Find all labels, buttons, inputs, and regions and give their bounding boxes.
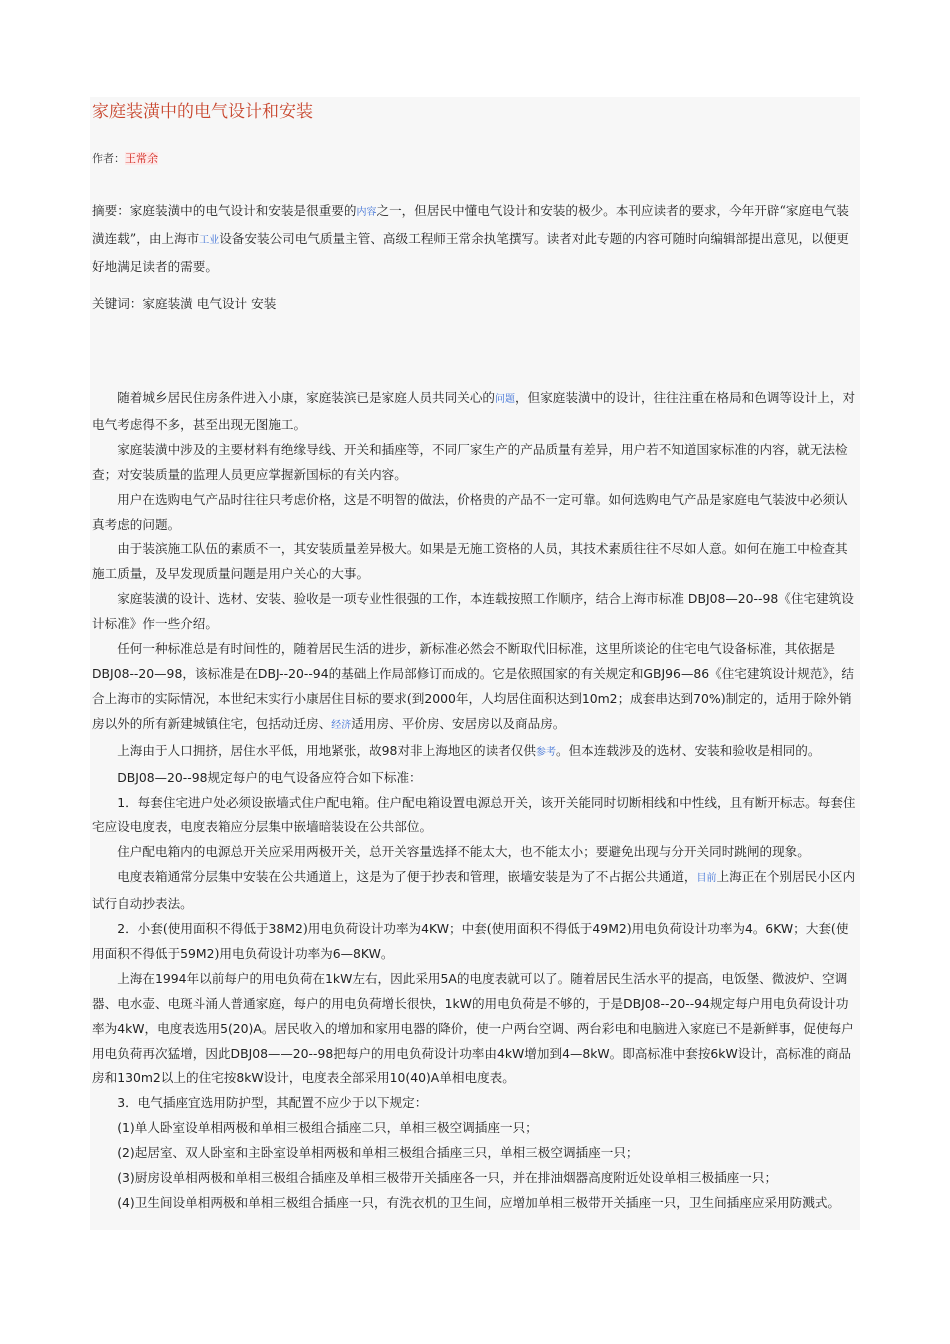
paragraph: (1)单人卧室设单相两极和单相三极组合插座二只，单相三极空调插座一只； xyxy=(117,1120,538,1136)
paragraph: 用户在选购电气产品时往往只考虑价格，这是不明智的做法，价格贵的产品不一定可靠。如何选购电气产品是家庭电气装波中必须认真考虑的问题。 xyxy=(92,491,848,532)
paragraph: 家庭装潢中涉及的主要材料有绝缘导线、开关和插座等，不同厂家生产的产品质量有差异，用户若不知道国家标准的内容，就无法检查；对安装质量的监理人员更应掌握新国标的有关内容。 xyxy=(92,441,848,482)
paragraph: (4)卫生间设单相两极和单相三极组合插座一只，有洗衣机的卫生间，应增加单相三极带开关插座一只，卫生间插座应采用防溅式。 xyxy=(117,1195,840,1210)
paragraph: 住户配电箱内的电源总开关应采用两极开关，总开关容量选择不能太大，也不能太小；要避免出现与分开关同时跳闸的现象。 xyxy=(117,844,810,860)
article-body xyxy=(92,386,860,1216)
paragraph: 1．每套住宅进户处必须设嵌墙式住户配电箱。住户配电箱设置电源总开关，该开关能同时切断相线和中性线，且有断开标志。每套住宅应设电度表，电度表箱应分层集中嵌墙暗装设在公共部位。 xyxy=(92,794,856,835)
paragraph: 随着城乡居民住房条件进入小康，家庭装滨已是家庭人员共同关心的问题，但家庭装潢中的设计，往往注重在格局和色调等设计上，对电气考虑得不多，甚至出现无图施工。 xyxy=(92,390,856,432)
author-line xyxy=(92,151,158,167)
paragraph: 上海在1994年以前每户的用电负荷在1kW左右，因此采用5A的电度表就可以了。随着居民生活水平的提高，电饭堡、微波炉、空调器、电水壶、电斑斗涌人普通家庭，每户的用电负荷增长很快，1kW的用电负荷是不够的，于是DBJ08--20--94规定每户用电负荷设计功率为4kW，电度表选用5(20)A。居民收入的增加和家用电器的降价，使一户两台空调、两台彩电和电脑进入家庭已不是新鲜事，促使每户用电负荷再次猛增，因此DBJ08——20--98把每户的用电负荷设计功率由4kW增加到4—8kW。即高标准中套按6kW设计，高标准的商品房和130m2以上的住宅按8kW设计，电度表全部采用10(40)A单相电度表。 xyxy=(92,970,854,1086)
paragraph: 由于装滨施工队伍的素质不一，其安装质量差异极大。如果是无施工资格的人员，其技术素质往往不尽如人意。如何在施工中检查其施工质量，及早发现质量问题是用户关心的大事。 xyxy=(92,541,848,582)
inline-link[interactable]: 问题 xyxy=(495,394,515,405)
paragraph: 任何一种标准总是有时间性的，随着居民生活的进步，新标准必然会不断取代旧标准，这里所谈论的住宅电气设备标准，其依据是 DBJ08--20—98，该标准是在DBJ--20--94的基础上作局部修订而成的。它是依照国家的有关规定和GBJ96—86《住宅建筑设计规范》，结合上海市的实际情况，本世纪末实行小康居住目标的要求(到2000年，人均居住面积达到10m2；成套串达到70%)制定的，适用于除外销房以外的所有新建城镇住宅，包括动迁房、经济适用房、平价房、安居房以及商品房。 xyxy=(92,641,854,731)
inline-link[interactable]: 工业 xyxy=(199,235,220,246)
abstract-text: 之一，但居民中懂电气设计和安装的极少。本刊应读者的要求，今年开辟“家庭电气装潢连载”，由上海市 xyxy=(92,203,849,246)
paragraph: 上海由于人口拥挤，居住水平低，用地紧张，故98对非上海地区的读者仅供参考。但本连载涉及的选材、安装和验收是相同的。 xyxy=(117,742,821,758)
abstract-text: 摘要：家庭装潢中的电气设计和安装是很重要的 xyxy=(92,203,357,218)
article-title: 家庭装潢中的电气设计和安装 xyxy=(92,102,313,122)
inline-link[interactable]: 内容 xyxy=(356,207,377,218)
inline-link[interactable]: 参考 xyxy=(535,746,556,758)
paragraph: 电度表箱通常分层集中安装在公共通道上，这是为了便于抄表和管理，嵌墙安装是为了不占据公共通道，目前上海正在个别居民小区内试行自动抄表法。 xyxy=(92,869,856,912)
paragraph: (2)起居室、双人卧室和主卧室设单相两极和单相三极组合插座三只，单相三极空调插座一只； xyxy=(117,1145,639,1161)
paragraph: (3)厨房设单相两极和单相三极组合插座及单相三极带开关插座各一只，并在排油烟器高度附近处设单相三极插座一只； xyxy=(117,1170,778,1186)
paragraph: 家庭装潢的设计、选材、安装、验收是一项专业性很强的工作，本连载按照工作顺序，结合上海市标准 DBJ08—20--98《住宅建筑设计标准》作一些介绍。 xyxy=(92,591,854,632)
author-label: 作者： xyxy=(92,152,125,165)
author-name[interactable]: 王常余 xyxy=(125,152,158,165)
abstract xyxy=(92,198,860,280)
inline-link[interactable]: 目前 xyxy=(696,873,717,885)
paragraph: 2．小套(使用面积不得低于38M2)用电负荷设计功率为4KW；中套(使用面积不得低于49M2)用电负荷设计功率为4。6KW；大套(使用面积不得低于59M2)用电负荷设计功率为6—8KW。 xyxy=(92,921,849,961)
paragraph: 3．电气插座宜选用防护型，其配置不应少于以下规定： xyxy=(117,1095,428,1111)
inline-link[interactable]: 经济 xyxy=(331,719,352,731)
keywords: 关键词：家庭装潢 电气设计 安装 xyxy=(92,296,277,311)
paragraph: DBJ08—20--98规定每户的电气设备应符合如下标准： xyxy=(117,769,422,785)
abstract-text: 设备安装公司电气质量主管、高级工程师王常余执笔撰写。读者对此专题的内容可随时向编辑部提出意见，以便更好地满足读者的需要。 xyxy=(92,231,849,274)
